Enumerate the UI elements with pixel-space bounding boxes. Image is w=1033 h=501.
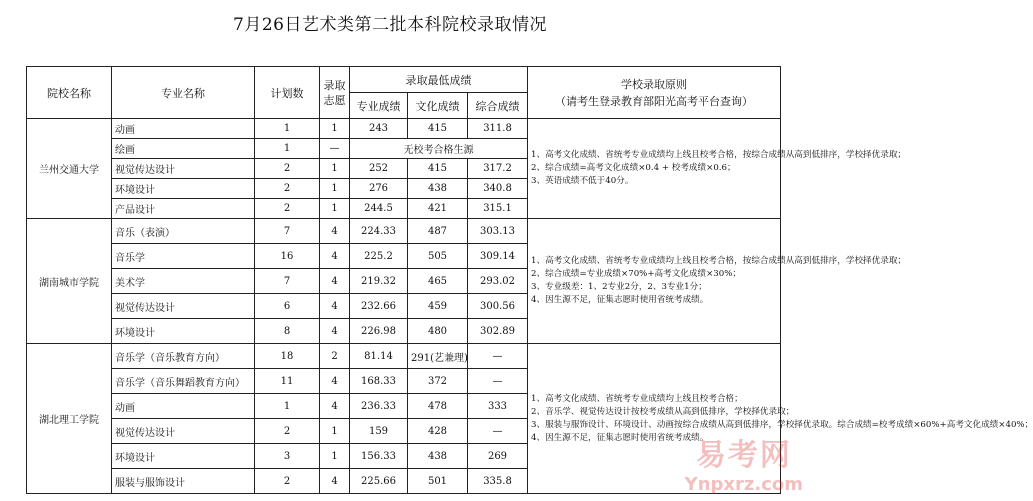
major-name: 绘画 <box>112 139 255 159</box>
plan-count: 2 <box>255 179 320 199</box>
header-total-score: 综合成绩 <box>468 93 528 119</box>
culture-score: 505 <box>408 244 468 269</box>
major-name: 动画 <box>112 119 255 139</box>
total-score: 317.2 <box>468 159 528 179</box>
major-name: 视觉传达设计 <box>112 419 255 444</box>
watermark-line2: Ynpxrz.com <box>684 474 803 495</box>
rule-item: 2、音乐学、视觉传达设计按校考成绩从高到低排序，学校择优录取； <box>531 406 795 417</box>
culture-score: 372 <box>408 369 468 394</box>
major-name: 环境设计 <box>112 179 255 199</box>
choice-order: 1 <box>320 119 350 139</box>
total-score: 333 <box>468 394 528 419</box>
culture-score: 487 <box>408 219 468 244</box>
prof-score: 232.66 <box>350 294 408 319</box>
admission-rules <box>528 119 907 219</box>
rule-item: 1、高考文化成绩、省统考专业成绩均上线且校考合格，按综合成绩从高到低排序，学校择优录取； <box>531 256 907 266</box>
table-row <box>27 219 781 244</box>
choice-order: 1 <box>320 419 350 444</box>
choice-order: 1 <box>320 444 350 469</box>
choice-order: 4 <box>320 219 350 244</box>
total-score: 311.8 <box>468 119 528 139</box>
total-score: 335.8 <box>468 469 528 494</box>
rule-item: 3、专业级差：1、2专业2分，2、3专业1分； <box>531 282 707 292</box>
major-name: 视觉传达设计 <box>112 294 255 319</box>
header-plan: 计划数 <box>255 67 320 119</box>
rule-item: 1、高考文化成绩、省统考专业成绩均上线且校考合格，按综合成绩从高到低排序，学校择优录取； <box>531 150 907 160</box>
prof-score: 168.33 <box>350 369 408 394</box>
rule-item: 4、因生源不足，征集志愿时使用省统考成绩。 <box>531 432 709 443</box>
prof-score: 276 <box>350 179 408 199</box>
culture-score: 291(艺兼理) <box>408 344 468 369</box>
prof-score: 226.98 <box>350 319 408 344</box>
header-rules-subtitle: （请考生登录教育部阳光高考平台查询） <box>555 94 754 108</box>
choice-order: — <box>320 139 350 159</box>
rule-item: 3、服装与服饰设计、环境设计、动画按综合成绩从高到低排序，学校择优录取。综合成绩=校考成绩×60%+高考文化成绩×40%； <box>531 419 1033 430</box>
plan-count: 2 <box>255 199 320 219</box>
plan-count: 18 <box>255 344 320 369</box>
major-name: 音乐（表演） <box>112 219 255 244</box>
culture-score: 438 <box>408 444 468 469</box>
total-score: 293.02 <box>468 269 528 294</box>
total-score: 309.14 <box>468 244 528 269</box>
plan-count: 7 <box>255 219 320 244</box>
choice-order: 4 <box>320 469 350 494</box>
table-row <box>27 119 781 139</box>
prof-score: 225.2 <box>350 244 408 269</box>
major-name: 音乐学（音乐教育方向） <box>112 344 255 369</box>
school-name: 兰州交通大学 <box>27 119 112 219</box>
major-name: 服装与服饰设计 <box>112 469 255 494</box>
prof-score: 244.5 <box>350 199 408 219</box>
plan-count: 1 <box>255 394 320 419</box>
major-name: 环境设计 <box>112 319 255 344</box>
header-min-score: 录取最低成绩 <box>350 67 528 93</box>
choice-order: 1 <box>320 179 350 199</box>
header-school: 院校名称 <box>27 67 112 119</box>
culture-score: 465 <box>408 269 468 294</box>
rule-item: 1、高考文化成绩、省统考专业成绩均上线且校考合格； <box>531 393 743 404</box>
total-score: 269 <box>468 444 528 469</box>
total-score: 303.13 <box>468 219 528 244</box>
culture-score: 438 <box>408 179 468 199</box>
culture-score: 480 <box>408 319 468 344</box>
choice-order: 2 <box>320 344 350 369</box>
choice-order: 1 <box>320 199 350 219</box>
header-rules <box>528 67 781 119</box>
total-score: 302.89 <box>468 319 528 344</box>
plan-count: 8 <box>255 319 320 344</box>
total-score: — <box>468 344 528 369</box>
plan-count: 1 <box>255 139 320 159</box>
total-score: — <box>468 369 528 394</box>
admission-rules <box>528 219 907 344</box>
major-name: 产品设计 <box>112 199 255 219</box>
choice-order: 4 <box>320 319 350 344</box>
page-title: 7月26日艺术类第二批本科院校录取情况 <box>233 15 547 35</box>
plan-count: 1 <box>255 119 320 139</box>
prof-score: 219.32 <box>350 269 408 294</box>
culture-score: 415 <box>408 119 468 139</box>
rule-item: 3、英语成绩不低于40分。 <box>531 176 634 186</box>
header-major: 专业名称 <box>112 67 255 119</box>
rule-item: 2、综合成绩=专业成绩×70%+高考文化成绩×30%； <box>531 269 741 279</box>
plan-count: 3 <box>255 444 320 469</box>
culture-score: 459 <box>408 294 468 319</box>
watermark-line1: 易考网 <box>695 438 792 473</box>
major-name: 音乐学（音乐舞蹈教育方向） <box>112 369 255 394</box>
culture-score: 421 <box>408 199 468 219</box>
prof-score: 159 <box>350 419 408 444</box>
prof-score: 224.33 <box>350 219 408 244</box>
major-name: 音乐学 <box>112 244 255 269</box>
school-name: 湖北理工学院 <box>27 344 112 494</box>
prof-score: 156.33 <box>350 444 408 469</box>
header-rules-title: 学校录取原则 <box>621 77 688 91</box>
major-name: 美术学 <box>112 269 255 294</box>
watermark-logo <box>685 430 803 495</box>
score-note: 无校考合格生源 <box>350 139 528 159</box>
culture-score: 478 <box>408 394 468 419</box>
choice-order: 1 <box>320 159 350 179</box>
prof-score: 252 <box>350 159 408 179</box>
choice-order: 4 <box>320 269 350 294</box>
prof-score: 81.14 <box>350 344 408 369</box>
major-name: 视觉传达设计 <box>112 159 255 179</box>
major-name: 动画 <box>112 394 255 419</box>
total-score: 340.8 <box>468 179 528 199</box>
prof-score: 225.66 <box>350 469 408 494</box>
total-score: — <box>468 419 528 444</box>
school-name: 湖南城市学院 <box>27 219 112 344</box>
culture-score: 415 <box>408 159 468 179</box>
rule-item: 2、综合成绩=高考文化成绩×0.4 + 校考成绩×0.6； <box>531 163 736 173</box>
culture-score: 501 <box>408 469 468 494</box>
rule-item: 4、因生源不足，征集志愿时使用省统考成绩。 <box>531 295 709 305</box>
major-name: 环境设计 <box>112 444 255 469</box>
plan-count: 11 <box>255 369 320 394</box>
header-culture-score: 文化成绩 <box>408 93 468 119</box>
table-row <box>27 344 781 369</box>
admission-table <box>26 66 1033 494</box>
choice-order: 4 <box>320 369 350 394</box>
plan-count: 7 <box>255 269 320 294</box>
culture-score: 428 <box>408 419 468 444</box>
plan-count: 16 <box>255 244 320 269</box>
total-score: 300.56 <box>468 294 528 319</box>
prof-score: 236.33 <box>350 394 408 419</box>
plan-count: 2 <box>255 469 320 494</box>
choice-order: 4 <box>320 394 350 419</box>
plan-count: 2 <box>255 419 320 444</box>
header-prof-score: 专业成绩 <box>350 93 408 119</box>
header-choice: 录取志愿 <box>320 67 350 119</box>
total-score: 315.1 <box>468 199 528 219</box>
prof-score: 243 <box>350 119 408 139</box>
choice-order: 4 <box>320 294 350 319</box>
plan-count: 2 <box>255 159 320 179</box>
plan-count: 6 <box>255 294 320 319</box>
choice-order: 4 <box>320 244 350 269</box>
